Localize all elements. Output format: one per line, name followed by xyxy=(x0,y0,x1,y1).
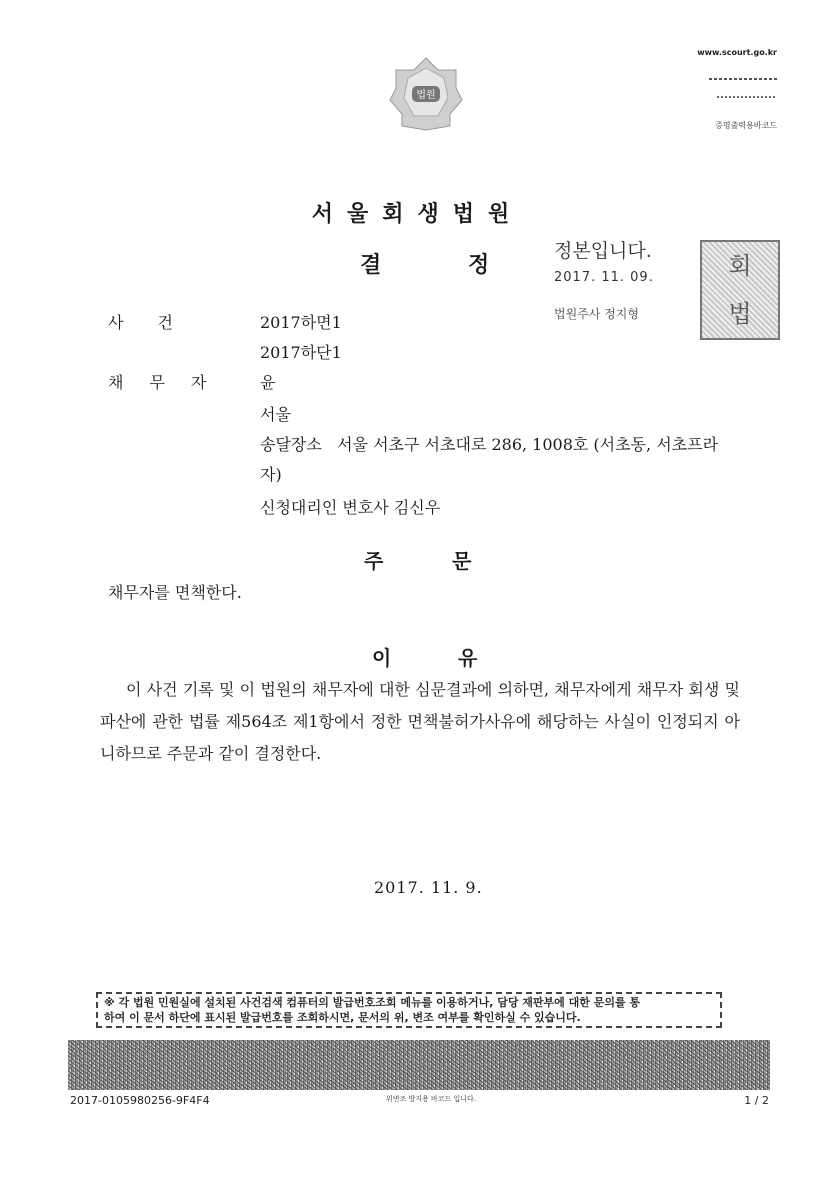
debtor-label: 채무자 xyxy=(108,373,233,392)
court-emblem xyxy=(388,56,464,132)
page-number: 1 / 2 xyxy=(744,1094,769,1107)
header-line xyxy=(717,96,777,98)
order-heading-left: 주 xyxy=(364,549,384,573)
issue-number: 2017-0105980256-9F4F4 xyxy=(70,1094,210,1107)
header-line xyxy=(709,78,777,80)
debtor-agent: 신청대리인 변호사 김신우 xyxy=(260,498,441,517)
case-number: 2017하면1 xyxy=(260,313,342,332)
doc-type-right: 정 xyxy=(468,252,490,278)
doc-type-left: 결 xyxy=(360,252,382,278)
certification-clerk: 법원주사 정지형 xyxy=(554,307,639,321)
seal-char: 회 xyxy=(728,252,752,280)
order-text: 채무자를 면책한다. xyxy=(108,583,242,602)
debtor-name: 윤 xyxy=(260,373,276,392)
emblem-label: 법원 xyxy=(416,90,436,101)
service-address-cont: 자) xyxy=(260,465,282,484)
barcode-label: 증명출력용바코드 xyxy=(715,121,777,130)
anti-forgery-barcode xyxy=(68,1040,770,1090)
order-heading-right: 문 xyxy=(452,549,472,573)
official-seal xyxy=(700,240,780,340)
reason-text: 이 사건 기록 및 이 법원의 채무자에 대한 심문결과에 의하면, 채무자에게 채무자 회생 및 파산에 관한 법률 제564조 제1항에서 정한 면책불허가사유에 해당하는 사실이 인정되지 아니하므로 주문과 같이 결정한다. xyxy=(100,680,740,763)
court-url: www.scourt.go.kr xyxy=(697,48,777,57)
document-title: 서울회생법원 xyxy=(311,201,524,227)
certification-date: 2017. 11. 09. xyxy=(554,270,654,285)
verification-notice xyxy=(96,992,722,1028)
decision-date: 2017. 11. 9. xyxy=(374,878,483,897)
service-address: 서울 서초구 서초대로 286, 1008호 (서초동, 서초프라 xyxy=(337,435,719,454)
service-label: 송달장소 xyxy=(260,435,322,454)
barcode-caption: 위변조 방지용 바코드 입니다. xyxy=(386,1095,477,1103)
certification-text: 정본입니다. xyxy=(554,240,652,262)
debtor-address: 서울 xyxy=(260,405,291,424)
reason-heading-left: 이 xyxy=(372,646,392,670)
case-label: 사건 xyxy=(108,313,207,332)
reason-heading-right: 유 xyxy=(458,646,478,670)
notice-line: 하여 이 문서 하단에 표시된 발급번호를 조회하시면, 문서의 위, 변조 여부를 확인하실 수 있습니다. xyxy=(104,1011,581,1024)
seal-char: 법 xyxy=(728,300,752,328)
notice-line: ※ 각 법원 민원실에 설치된 사건검색 컴퓨터의 발급번호조회 메뉴를 이용하거나, 담당 재판부에 대한 문의를 통 xyxy=(104,996,641,1009)
case-number: 2017하단1 xyxy=(260,343,342,362)
